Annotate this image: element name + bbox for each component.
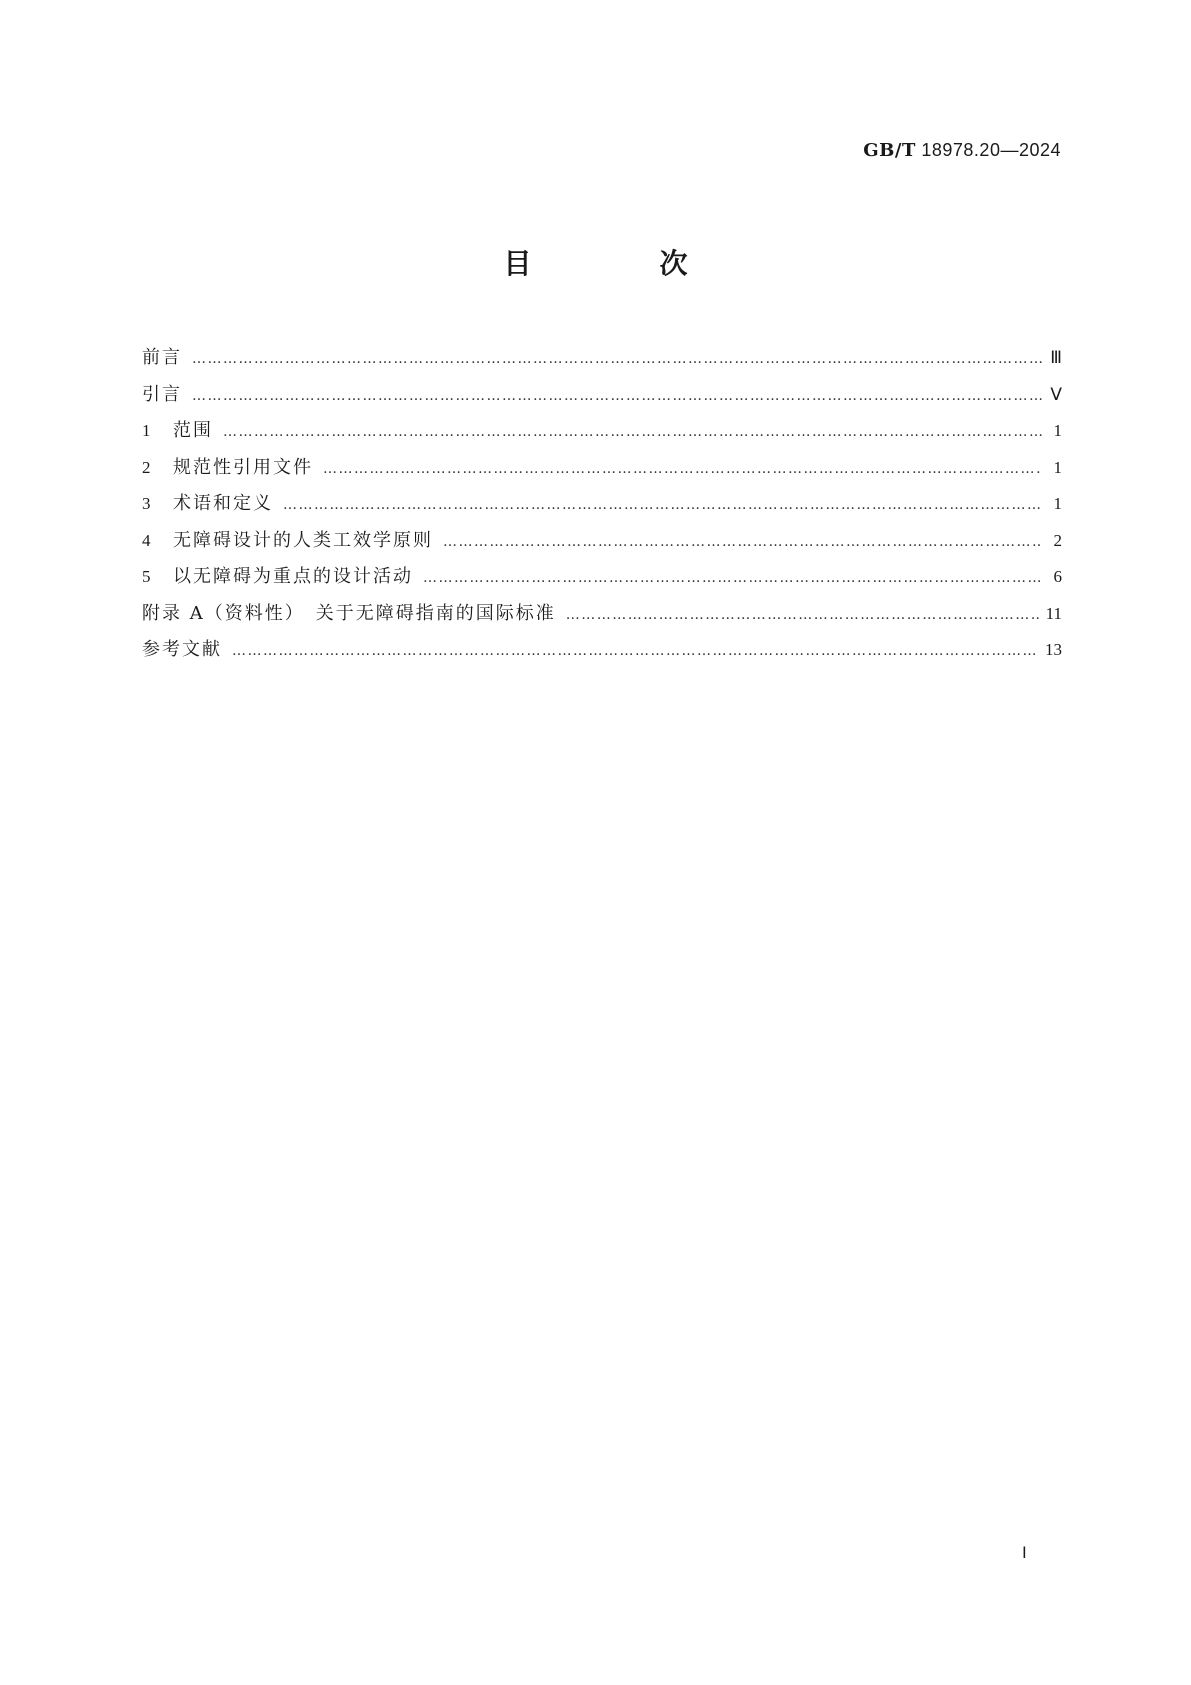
toc-entry-label: 前言 xyxy=(142,347,182,368)
toc-entry-page: 1 xyxy=(1053,457,1062,477)
toc-entry-design-activities[interactable] xyxy=(142,559,1062,596)
toc-entry-annex-a[interactable] xyxy=(142,596,1062,633)
toc-entry-label: 以无障碍为重点的设计活动 xyxy=(173,566,413,587)
standard-prefix: GB/T xyxy=(863,140,916,161)
toc-entry-label: 附录 A（资料性） 关于无障碍指南的国际标准 xyxy=(142,602,556,624)
standard-number: 18978.20—2024 xyxy=(921,140,1061,160)
toc-entry-number: 2 xyxy=(142,457,151,477)
toc-leader-dots xyxy=(323,451,1042,488)
toc-entry-page: 6 xyxy=(1053,567,1062,586)
toc-entry-label: 参考文献 xyxy=(142,639,222,660)
toc-entry-page: 1 xyxy=(1053,421,1062,440)
toc-leader-dots xyxy=(192,378,1042,415)
toc-entry-normative-references[interactable] xyxy=(142,450,1062,487)
toc-entry-label: 术语和定义 xyxy=(173,493,273,514)
toc-entry-number: 1 xyxy=(142,421,151,440)
toc-entry-scope[interactable] xyxy=(142,413,1062,450)
table-of-contents xyxy=(142,340,1062,669)
toc-entry-foreword[interactable] xyxy=(142,340,1062,377)
toc-entry-label: 规范性引用文件 xyxy=(173,456,313,478)
toc-entry-terms-definitions[interactable] xyxy=(142,486,1062,523)
toc-entry-introduction[interactable] xyxy=(142,377,1062,414)
toc-entry-number: 4 xyxy=(142,530,151,550)
toc-entry-number: 3 xyxy=(142,494,151,513)
toc-leader-dots xyxy=(443,524,1042,561)
toc-leader-dots xyxy=(192,341,1042,378)
toc-title: 目 次 xyxy=(503,247,738,280)
page-number: Ⅰ xyxy=(1022,1545,1027,1562)
toc-leader-dots xyxy=(283,487,1042,524)
toc-leader-dots xyxy=(423,560,1042,597)
toc-entry-label: 范围 xyxy=(173,420,213,441)
toc-entry-page: Ⅴ xyxy=(1050,384,1062,404)
toc-entry-label: 引言 xyxy=(142,383,182,405)
toc-entry-page: 11 xyxy=(1045,603,1062,623)
toc-entry-ergonomic-principles[interactable] xyxy=(142,523,1062,560)
toc-entry-number: 5 xyxy=(142,567,151,586)
toc-entry-page: 13 xyxy=(1045,640,1062,659)
toc-entry-page: Ⅲ xyxy=(1050,348,1062,367)
toc-entry-page: 1 xyxy=(1053,494,1062,513)
toc-entry-bibliography[interactable] xyxy=(142,632,1062,669)
toc-entry-page: 2 xyxy=(1053,530,1062,550)
standard-code xyxy=(863,140,1061,161)
toc-entry-label: 无障碍设计的人类工效学原则 xyxy=(173,529,433,551)
toc-leader-dots xyxy=(232,633,1039,670)
toc-leader-dots xyxy=(223,414,1042,451)
toc-leader-dots xyxy=(566,597,1040,634)
